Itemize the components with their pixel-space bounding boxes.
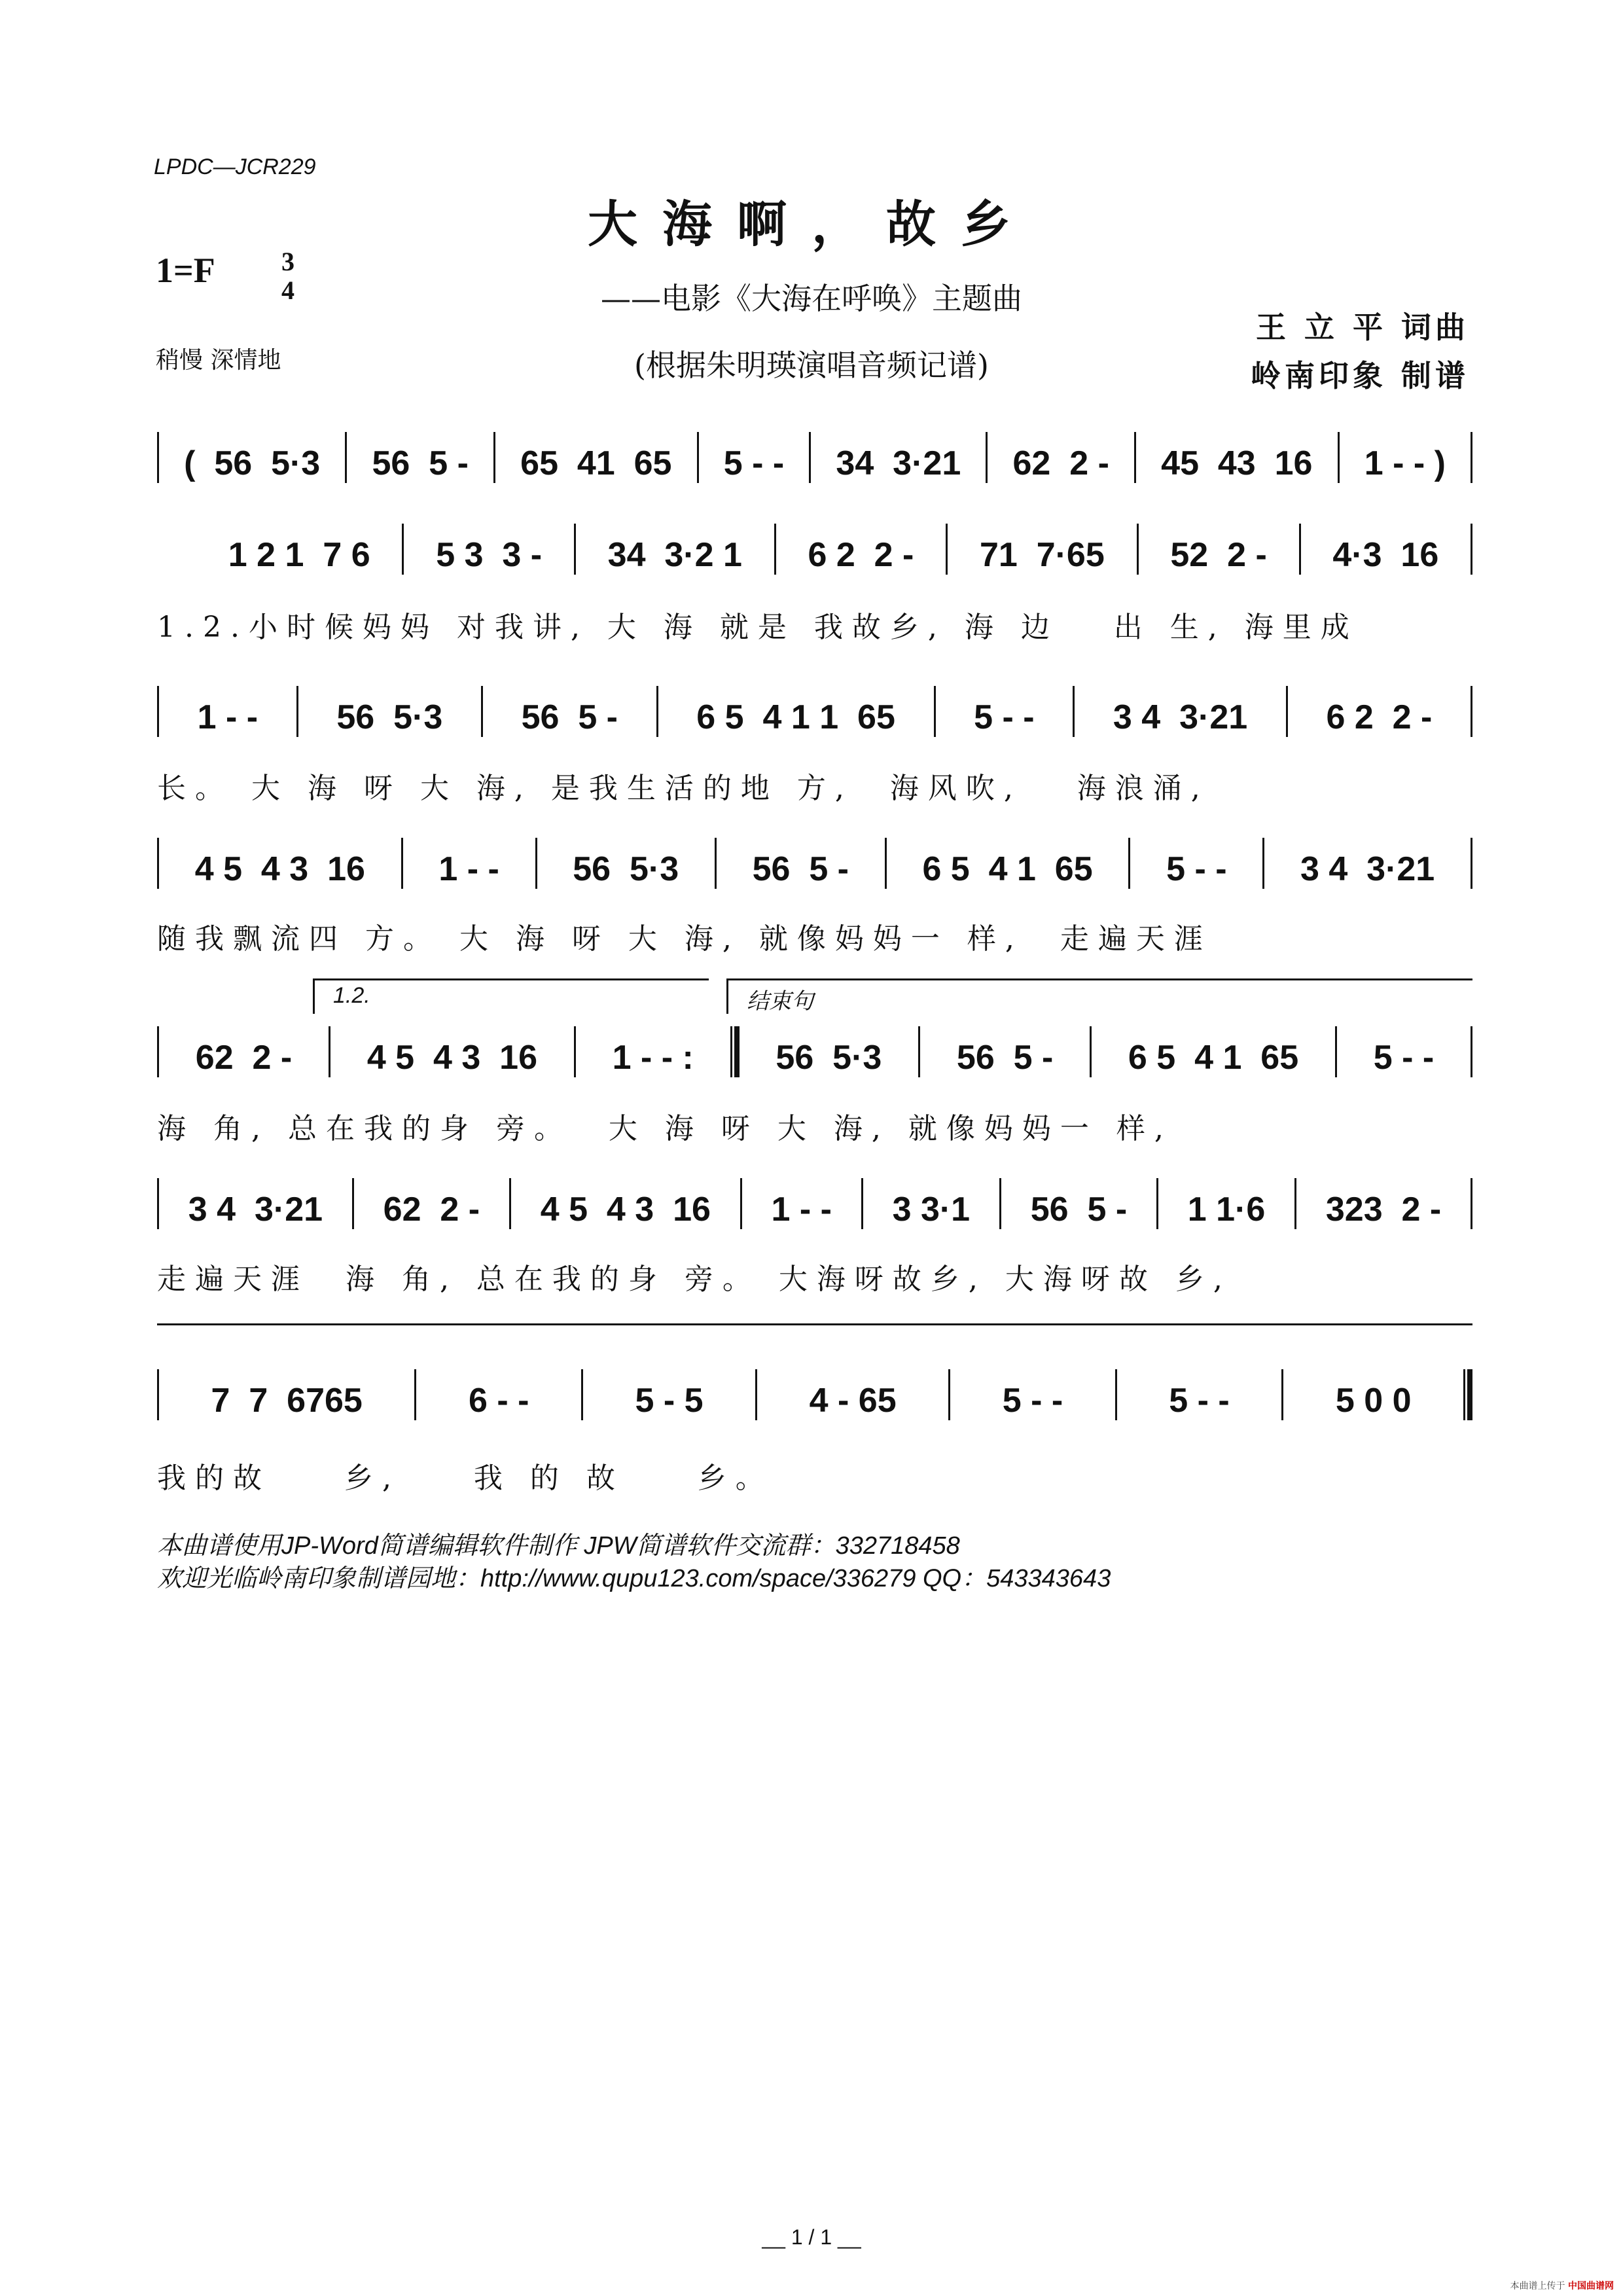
measure: 56 5 - [521, 698, 618, 736]
measure: 4·3 16 [1332, 536, 1439, 574]
measure: 56 5·3 [776, 1039, 882, 1077]
barline [1471, 524, 1472, 575]
measure: 56 5 - [956, 1039, 1054, 1077]
measure: 62 2 - [195, 1039, 293, 1077]
volta-ending-phrase: 结束句 [726, 978, 1472, 1014]
measure: 5 - - [1002, 1382, 1063, 1420]
measure: 3 4 3·21 [1113, 698, 1248, 736]
credit-lyrics-music: 王 立 平 词曲 [1255, 310, 1469, 345]
measure: 1 - - : [612, 1039, 694, 1077]
barline [1471, 686, 1472, 737]
measure: 1 - - [197, 698, 259, 736]
measure: 62 2 - [1012, 444, 1109, 482]
measure: 4 5 4 3 16 [194, 850, 365, 888]
score-code: LPDC—JCR229 [154, 154, 316, 179]
lyrics-line-1: 1.2.小时候妈妈 对我讲, 大 海 就是 我故乡, 海 边 出 生, 海里成 [157, 611, 1359, 644]
lyrics-line-2: 长。 大 海 呀 大 海, 是我生活的地 方, 海风吹, 海浪涌, [157, 772, 1209, 805]
measure: 3 3·1 [892, 1191, 971, 1229]
measure: 6 2 2 - [808, 536, 914, 574]
measure: 5 3 3 - [436, 536, 543, 574]
measure: 7 7 6765 [211, 1382, 363, 1420]
measure: 45 43 16 [1161, 444, 1313, 482]
lyrics-line-4: 海 角, 总在我的身 旁。 大 海 呀 大 海, 就像妈妈一 样, [157, 1112, 1173, 1145]
time-top: 3 [281, 247, 294, 276]
subtitle: ——电影《大海在呼唤》主题曲 [601, 281, 1022, 316]
staff-row-4 [157, 838, 1472, 889]
measure: 323 2 - [1325, 1191, 1442, 1229]
measure: 4 5 4 3 16 [366, 1039, 538, 1077]
coda-line [157, 1323, 1472, 1325]
measure: 71 7·65 [979, 536, 1105, 574]
final-barline [1463, 1369, 1472, 1420]
measure: 6 2 2 - [1326, 698, 1433, 736]
measure: ( 56 5·3 [184, 444, 321, 482]
measure: 5 - - [723, 444, 785, 482]
staff-row-1 [157, 432, 1472, 483]
measure: 56 5·3 [336, 698, 443, 736]
stamp-brand: 中国曲谱网 [1568, 2281, 1614, 2291]
measure: 5 - 5 [635, 1382, 704, 1420]
song-title: 大海啊，故乡 [588, 195, 1035, 253]
barline [1471, 1178, 1472, 1229]
footer-website-line: 欢迎光临岭南印象制谱园地：http://www.qupu123.com/space/336279 QQ：543343643 [157, 1565, 1111, 1592]
staff-row-5 [157, 1026, 1472, 1077]
measure: 56 5 - [372, 444, 469, 482]
measure: 1 2 1 7 6 [228, 536, 370, 574]
stamp-text: 本曲谱上传于 [1510, 2281, 1565, 2291]
measure: 5 0 0 [1335, 1382, 1412, 1420]
staff-row-7 [157, 1369, 1472, 1420]
measure: 5 - - [974, 698, 1035, 736]
measure: 6 - - [468, 1382, 529, 1420]
upload-stamp [1510, 2279, 1614, 2292]
transcription-note: (根据朱明瑛演唱音频记谱) [634, 348, 989, 383]
measure: 1 - - [771, 1191, 832, 1229]
measure: 5 - - [1166, 850, 1227, 888]
measure: 4 5 4 3 16 [540, 1191, 711, 1229]
measure: 3 4 3·21 [188, 1191, 323, 1229]
staff-row-6 [157, 1178, 1472, 1229]
repeat-barline [730, 1026, 740, 1077]
measure: 5 - - [1169, 1382, 1230, 1420]
measure: 6 5 4 1 65 [922, 850, 1093, 888]
measure: 56 5·3 [573, 850, 679, 888]
measure: 1 - - [438, 850, 499, 888]
lyrics-line-6: 我的故 乡, 我 的 故 乡。 [157, 1462, 774, 1495]
barline [1471, 1026, 1472, 1077]
tempo-marking: 稍慢 深情地 [156, 347, 281, 374]
measure: 3 4 3·21 [1300, 850, 1435, 888]
measure: 34 3·2 1 [607, 536, 742, 574]
credit-arranger: 岭南印象 制谱 [1250, 358, 1469, 393]
staff-row-2 [196, 524, 1472, 575]
volta-first-ending: 1.2. [313, 978, 709, 1014]
measure: 56 5 - [1030, 1191, 1128, 1229]
key-signature: 1=F [156, 251, 215, 290]
barline [1471, 838, 1472, 889]
measure: 52 2 - [1170, 536, 1267, 574]
staff-row-3 [157, 686, 1472, 737]
footer-software-line: 本曲谱使用JP-Word简谱编辑软件制作 JPW简谱软件交流群：332718458 [157, 1532, 960, 1560]
measure: 56 5 - [752, 850, 849, 888]
measure: 34 3·21 [836, 444, 961, 482]
measure: 62 2 - [383, 1191, 480, 1229]
measure: 1 1·6 [1187, 1191, 1266, 1229]
barline [1471, 432, 1472, 483]
lyrics-line-5: 走遍天涯 海 角, 总在我的身 旁。 大海呀故乡, 大海呀故 乡, [157, 1263, 1232, 1296]
measure: 4 - 65 [809, 1382, 897, 1420]
measure: 5 - - [1373, 1039, 1435, 1077]
measure: 65 41 65 [520, 444, 672, 482]
lyrics-line-3: 随我飘流四 方。 大 海 呀 大 海, 就像妈妈一 样, 走遍天涯 [157, 922, 1212, 956]
time-bottom: 4 [281, 276, 294, 305]
measure: 6 5 4 1 65 [1128, 1039, 1299, 1077]
measure: 1 - - ) [1364, 444, 1446, 482]
measure: 6 5 4 1 1 65 [696, 698, 895, 736]
page-number: __ 1 / 1 __ [762, 2225, 861, 2249]
